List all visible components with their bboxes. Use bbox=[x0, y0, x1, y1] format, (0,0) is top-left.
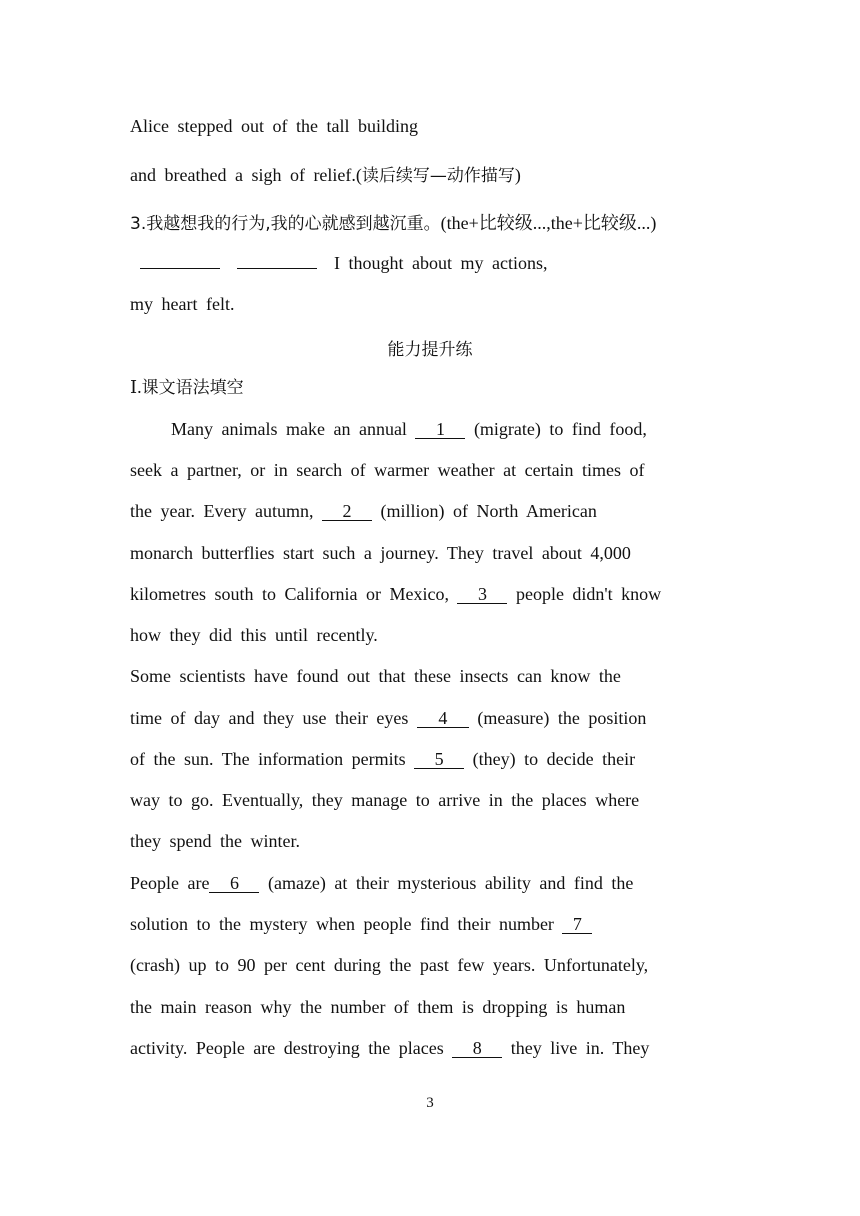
answer-blank-1[interactable] bbox=[140, 268, 220, 269]
blank-1[interactable]: 1 bbox=[415, 420, 465, 439]
passage-line bbox=[130, 748, 635, 770]
question-3-prompt: 3.我越想我的行为,我的心就感到越沉重。 bbox=[130, 214, 441, 234]
page-number: 3 bbox=[426, 1095, 434, 1111]
section-subtitle-text: 课文语法填空 bbox=[141, 378, 244, 398]
blank-7[interactable]: 7 bbox=[562, 915, 592, 934]
passage-line bbox=[130, 913, 592, 935]
passage-line: how they did this until recently. bbox=[130, 625, 378, 645]
passage-text: kilometres south to California or Mexico, bbox=[130, 584, 458, 604]
passage-line bbox=[171, 418, 647, 440]
section-subtitle bbox=[130, 376, 244, 399]
passage-text: (amaze) at their mysterious ability and find the bbox=[259, 873, 634, 893]
section-title: 能力提升练 bbox=[387, 340, 473, 360]
passage-text: time of day and they use their eyes bbox=[130, 708, 417, 728]
question-3-answer-line bbox=[140, 252, 547, 274]
passage-line bbox=[130, 872, 633, 894]
passage-text: solution to the mystery when people find their number bbox=[130, 914, 563, 934]
passage-text: (measure) the position bbox=[468, 708, 647, 728]
passage-text: they live in. They bbox=[502, 1038, 650, 1058]
passage-text: (migrate) to find food, bbox=[465, 419, 647, 439]
question-3-line-2: my heart felt. bbox=[130, 294, 235, 314]
passage-text: Many animals make an annual bbox=[171, 419, 416, 439]
question-3 bbox=[130, 212, 656, 235]
blank-4[interactable]: 4 bbox=[417, 709, 469, 728]
answer-blank-2[interactable] bbox=[237, 268, 317, 269]
writing-hint: 读后续写—动作描写 bbox=[361, 166, 515, 186]
passage-text: People are bbox=[130, 873, 210, 893]
passage-line: monarch butterflies start such a journey. They travel about 4,000 bbox=[130, 543, 631, 563]
passage-line bbox=[130, 583, 661, 605]
passage-line: way to go. Eventually, they manage to arrive in the places where bbox=[130, 790, 640, 810]
passage-line bbox=[130, 707, 646, 729]
passage-line: Some scientists have found out that these insects can know the bbox=[130, 666, 621, 686]
question-3-line-text: I thought about my actions, bbox=[334, 253, 548, 273]
blank-8[interactable]: 8 bbox=[452, 1039, 502, 1058]
passage-line: the main reason why the number of them is dropping is human bbox=[130, 997, 626, 1017]
passage-line bbox=[130, 1037, 649, 1059]
blank-2[interactable]: 2 bbox=[322, 502, 372, 521]
passage-text: (they) to decide their bbox=[464, 749, 636, 769]
passage-line: they spend the winter. bbox=[130, 831, 300, 851]
passage-text: (million) of North American bbox=[371, 501, 597, 521]
section-subtitle-number: Ⅰ. bbox=[130, 377, 142, 397]
blank-6[interactable]: 6 bbox=[209, 874, 259, 893]
blank-5[interactable]: 5 bbox=[414, 750, 464, 769]
blank-3[interactable]: 3 bbox=[457, 585, 507, 604]
writing-line-2-text: and breathed a sigh of relief.( bbox=[130, 165, 362, 185]
writing-line-1: Alice stepped out of the tall building bbox=[130, 116, 418, 136]
passage-text: of the sun. The information permits bbox=[130, 749, 415, 769]
passage-line: (crash) up to 90 per cent during the past few years. Unfortunately, bbox=[130, 955, 649, 975]
writing-line-2 bbox=[130, 164, 521, 187]
question-3-hint: (the+比较级...,the+比较级...) bbox=[440, 213, 657, 233]
passage-text: the year. Every autumn, bbox=[130, 501, 322, 521]
passage-text: activity. People are destroying the places bbox=[130, 1038, 453, 1058]
passage-text: people didn't know bbox=[507, 584, 662, 604]
passage-line bbox=[130, 500, 597, 522]
passage-line: seek a partner, or in search of warmer weather at certain times of bbox=[130, 460, 645, 480]
writing-hint-close: ) bbox=[514, 165, 521, 185]
